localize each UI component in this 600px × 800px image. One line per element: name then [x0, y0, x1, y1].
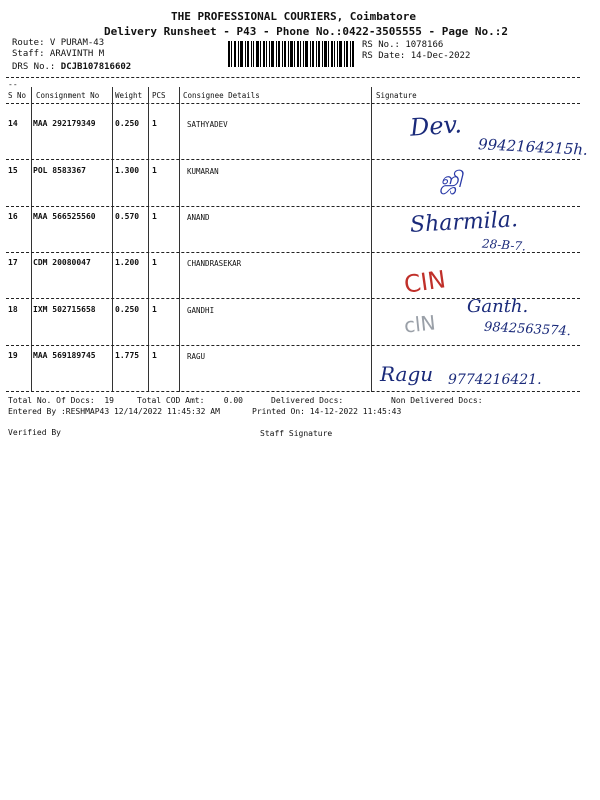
total-docs: Total No. Of Docs: 19 — [8, 396, 114, 405]
cell-consignment: MAA 566525560 — [33, 212, 96, 221]
route-label: Route: V PURAM-43 — [12, 38, 105, 48]
drs-label: DRS No.: — [12, 62, 56, 72]
cell-pcs: 1 — [152, 119, 157, 128]
col-divider-2 — [112, 87, 113, 392]
table-marker: -- — [8, 80, 18, 89]
company-title: THE PROFESSIONAL COURIERS, Coimbatore — [171, 10, 417, 23]
signature-16-name: Sharmila. — [409, 207, 519, 238]
cell-pcs: 1 — [152, 351, 157, 360]
barcode — [228, 41, 354, 67]
table-bottom-rule — [6, 391, 580, 392]
signature-19-name: Ragu — [380, 362, 434, 386]
cell-weight: 1.200 — [115, 258, 140, 267]
cell-weight: 1.775 — [115, 351, 140, 360]
signature-14-name: Dev. — [409, 110, 463, 142]
cell-sno: 17 — [8, 258, 18, 267]
col-header-consignment: Consignment No — [36, 91, 100, 100]
signature-17-text: CIN — [402, 265, 448, 299]
delivered-docs: Delivered Docs: — [271, 396, 344, 405]
staff-signature: Staff Signature — [260, 429, 333, 438]
printed-on: Printed On: 14-12-2022 11:45:43 — [252, 407, 402, 416]
staff-label: Staff: ARAVINTH M — [12, 49, 105, 59]
cell-sno: 18 — [8, 305, 18, 314]
cell-weight: 0.250 — [115, 305, 140, 314]
signature-18-phone: 9842563574. — [483, 319, 572, 340]
cell-pcs: 1 — [152, 166, 157, 175]
col-header-signature: Signature — [376, 91, 417, 100]
row-rule — [6, 206, 580, 207]
cell-pcs: 1 — [152, 212, 157, 221]
header-rule-top — [6, 77, 580, 78]
header-rule-bottom — [6, 103, 580, 104]
cell-weight: 0.250 — [115, 119, 140, 128]
cell-weight: 1.300 — [115, 166, 140, 175]
signature-15-initials: ஜி — [440, 168, 463, 193]
verified-by: Verified By — [8, 428, 61, 437]
cell-consignee: CHANDRASEKAR — [187, 259, 242, 268]
cell-consignment: MAA 292179349 — [33, 119, 96, 128]
drs-number — [12, 62, 131, 72]
col-divider-3 — [148, 87, 149, 392]
cell-consignee: GANDHI — [187, 306, 215, 315]
cell-consignment: MAA 569189745 — [33, 351, 96, 360]
cell-consignment: CDM 20080047 — [33, 258, 91, 267]
signature-14-phone: 9942164215h. — [477, 135, 589, 159]
cell-sno: 15 — [8, 166, 18, 175]
cell-sno: 14 — [8, 119, 18, 128]
cell-consignment: IXM 502715658 — [33, 305, 96, 314]
cell-consignee: ANAND — [187, 213, 210, 222]
runsheet-title: Delivery Runsheet - P43 - Phone No.:0422-3505555 - Page No.:2 — [104, 25, 508, 38]
cell-consignee: RAGU — [187, 352, 206, 361]
row-rule — [6, 345, 580, 346]
col-divider-1 — [31, 87, 32, 392]
signature-18-stamp: clN — [402, 310, 437, 338]
cell-sno: 19 — [8, 351, 18, 360]
col-divider-5 — [371, 87, 372, 392]
rs-date: RS Date: 14-Dec-2022 — [362, 51, 471, 61]
row-rule — [6, 252, 580, 253]
cell-consignment: POL 8583367 — [33, 166, 86, 175]
cell-pcs: 1 — [152, 305, 157, 314]
total-cod: Total COD Amt: 0.00 — [137, 396, 243, 405]
col-divider-4 — [179, 87, 180, 392]
rs-number: RS No.: 1078166 — [362, 40, 444, 50]
entered-by: Entered By :RESHMAP43 12/14/2022 11:45:32 AM — [8, 407, 220, 416]
cell-consignee: SATHYADEV — [187, 120, 228, 129]
cell-sno: 16 — [8, 212, 18, 221]
col-header-sno: S No — [8, 91, 27, 100]
row-rule — [6, 159, 580, 160]
cell-pcs: 1 — [152, 258, 157, 267]
non-delivered-docs: Non Delivered Docs: — [391, 396, 483, 405]
drs-value: DCJB107816602 — [60, 62, 132, 72]
signature-19-phone: 9774216421. — [448, 372, 542, 388]
col-header-weight: Weight — [115, 91, 143, 100]
cell-consignee: KUMARAN — [187, 167, 219, 176]
col-header-consignee: Consignee Details — [183, 91, 260, 100]
cell-weight: 0.570 — [115, 212, 140, 221]
signature-18-name: Ganth. — [467, 296, 529, 317]
signature-16-date: 28-B-7. — [481, 236, 527, 254]
col-header-pcs: PCS — [152, 91, 166, 100]
